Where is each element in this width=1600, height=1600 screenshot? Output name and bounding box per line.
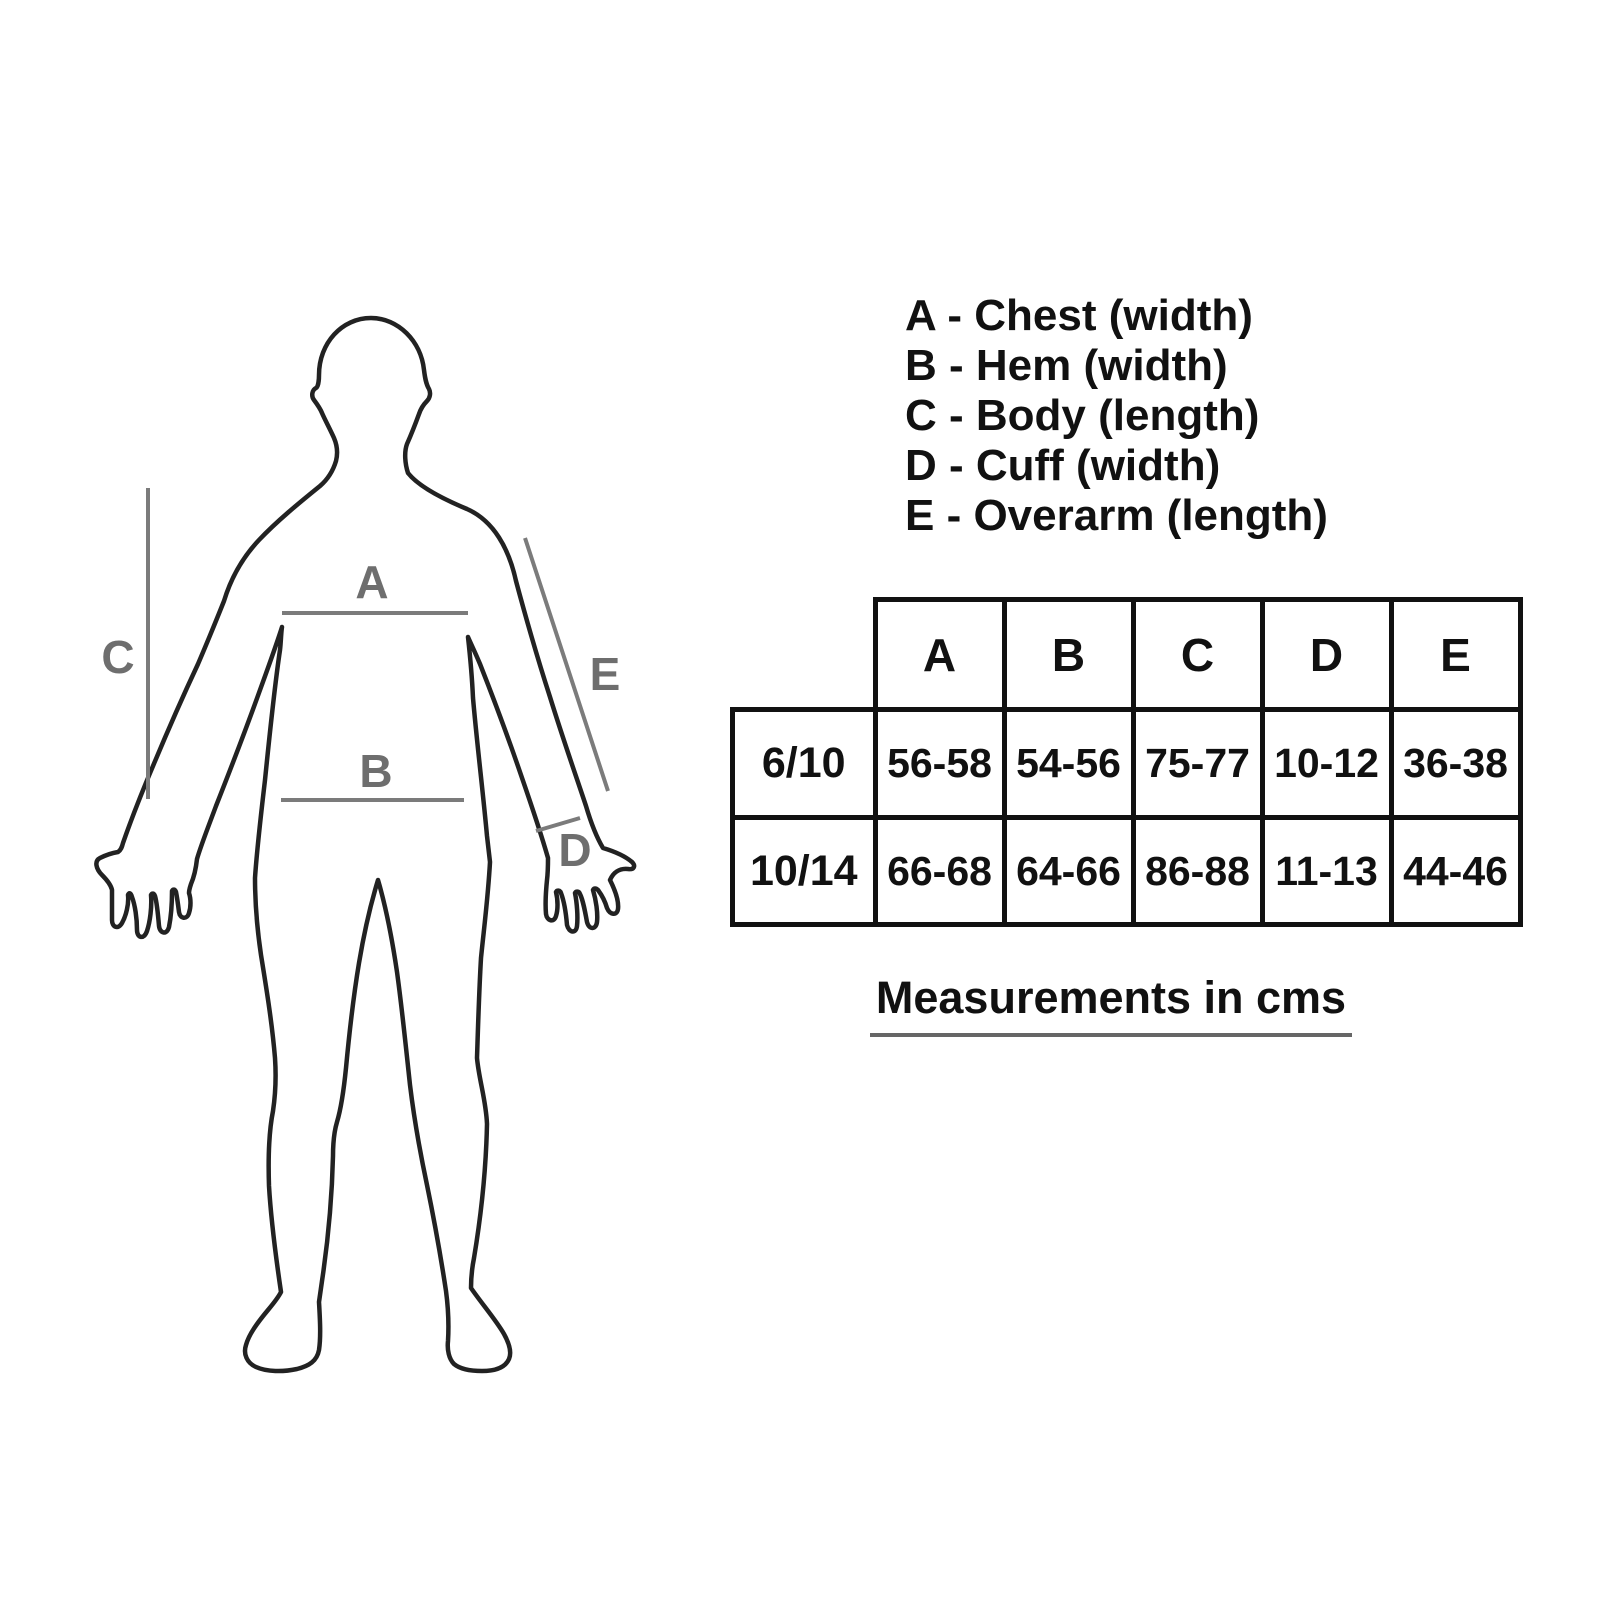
size-cell: 86-88: [1133, 818, 1262, 925]
size-cell: 75-77: [1133, 710, 1262, 818]
size-cell: 64-66: [1004, 818, 1133, 925]
size-table: [730, 597, 1523, 927]
table-row: [733, 818, 1521, 925]
col-header-c: C: [1133, 600, 1262, 710]
table-header-row: [733, 600, 1521, 710]
col-header-b: B: [1004, 600, 1133, 710]
row-label: 10/14: [733, 818, 876, 925]
legend-item-d: D - Cuff (width): [905, 441, 1221, 490]
measure-label-c: C: [101, 631, 135, 683]
col-header-d: D: [1262, 600, 1391, 710]
size-cell: 66-68: [875, 818, 1004, 925]
col-header-a: A: [875, 600, 1004, 710]
measure-label-a: A: [355, 556, 389, 608]
caption: [730, 972, 1492, 1037]
legend-item-a: A - Chest (width): [905, 291, 1253, 340]
size-cell: 44-46: [1391, 818, 1520, 925]
row-label: 6/10: [733, 710, 876, 818]
measure-label-e: E: [589, 648, 621, 700]
col-header-e: E: [1391, 600, 1520, 710]
table-corner-cell: [733, 600, 876, 710]
size-cell: 56-58: [875, 710, 1004, 818]
measurement-legend: [905, 291, 1328, 541]
size-cell: 36-38: [1391, 710, 1520, 818]
size-cell: 54-56: [1004, 710, 1133, 818]
measure-label-d: D: [558, 824, 592, 876]
legend-item-b: B - Hem (width): [905, 341, 1228, 390]
size-cell: 11-13: [1262, 818, 1391, 925]
measure-label-b: B: [359, 745, 393, 797]
caption-text: Measurements in cms: [870, 972, 1352, 1037]
legend-item-c: C - Body (length): [905, 391, 1260, 440]
table-row: [733, 710, 1521, 818]
body-outline: [96, 318, 634, 1371]
size-cell: 10-12: [1262, 710, 1391, 818]
legend-item-e: E - Overarm (length): [905, 491, 1328, 540]
